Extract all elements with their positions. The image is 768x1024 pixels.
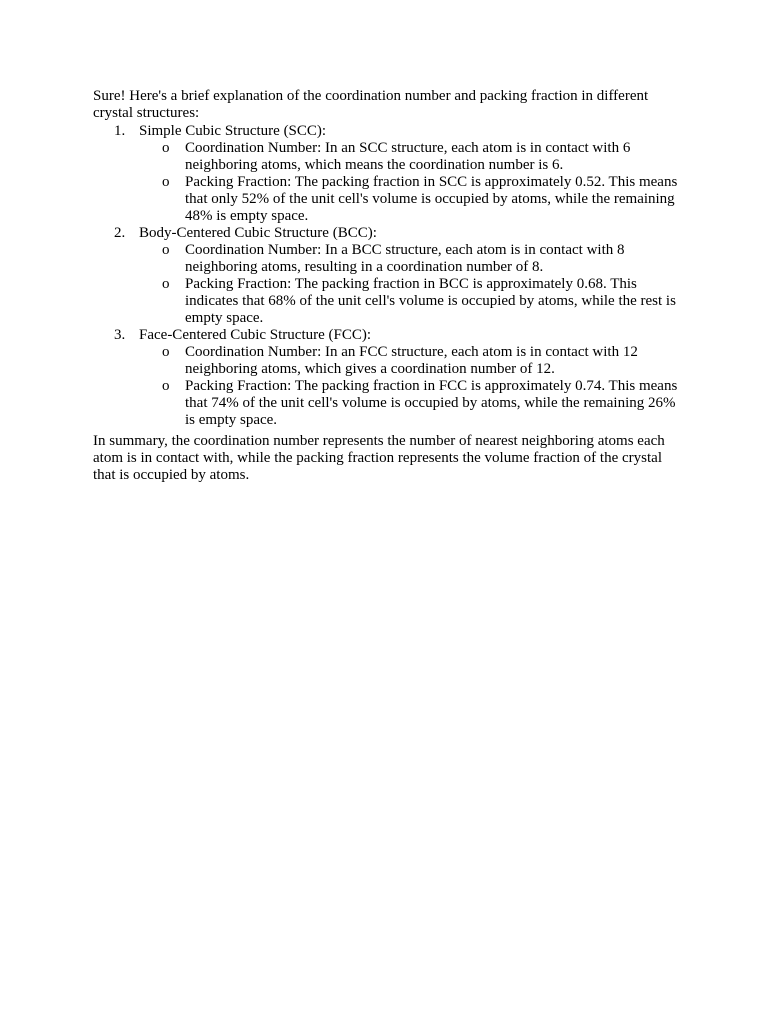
sub-point-text: Packing Fraction: The packing fraction in BCC is approximately 0.68. This indicates that 68% of the unit cell's volume is occupied by atoms, while the rest is empty space.: [185, 276, 676, 326]
sub-point: [139, 174, 683, 225]
sub-point: [139, 242, 683, 276]
sub-point-text: Coordination Number: In an SCC structure, each atom is in contact with 6 neighboring atoms, which means the coordination number is 6.: [185, 140, 631, 173]
sub-point: [139, 378, 683, 429]
summary-paragraph: In summary, the coordination number represents the number of nearest neighboring atoms each atom is in contact with, while the packing fraction represents the volume fraction of the crystal that is occupied by atoms.: [93, 433, 665, 483]
bullet-icon: o: [162, 378, 170, 394]
list-number: 1.: [114, 123, 126, 139]
sub-point-list: [139, 242, 683, 327]
sub-point-text: Packing Fraction: The packing fraction in SCC is approximately 0.52. This means that only 52% of the unit cell's volume is occupied by atoms, while the remaining 48% is empty space.: [185, 174, 678, 224]
structure-item-bcc: [93, 225, 683, 327]
bullet-icon: o: [162, 242, 170, 258]
intro-paragraph: Sure! Here's a brief explanation of the coordination number and packing fraction in different crystal structures:: [93, 88, 649, 121]
structure-title: Body-Centered Cubic Structure (BCC):: [139, 225, 377, 241]
bullet-icon: o: [162, 140, 170, 156]
list-number: 2.: [114, 225, 126, 241]
sub-point-text: Coordination Number: In a BCC structure, each atom is in contact with 8 neighboring atoms, resulting in a coordination number of 8.: [185, 242, 625, 275]
structure-list: [93, 123, 683, 429]
sub-point-text: Packing Fraction: The packing fraction in FCC is approximately 0.74. This means that 74% of the unit cell's volume is occupied by atoms, while the remaining 26% is empty space.: [185, 378, 678, 428]
bullet-icon: o: [162, 174, 170, 190]
sub-point-list: [139, 344, 683, 429]
document-page: [93, 88, 683, 484]
bullet-icon: o: [162, 344, 170, 360]
sub-point: [139, 344, 683, 378]
structure-item-fcc: [93, 327, 683, 429]
structure-title: Face-Centered Cubic Structure (FCC):: [139, 327, 372, 343]
bullet-icon: o: [162, 276, 170, 292]
sub-point-list: [139, 140, 683, 225]
list-number: 3.: [114, 327, 126, 343]
structure-title: Simple Cubic Structure (SCC):: [139, 123, 327, 139]
sub-point-text: Coordination Number: In an FCC structure, each atom is in contact with 12 neighboring atoms, which gives a coordination number of 12.: [185, 344, 638, 377]
sub-point: [139, 140, 683, 174]
sub-point: [139, 276, 683, 327]
structure-item-scc: [93, 123, 683, 225]
